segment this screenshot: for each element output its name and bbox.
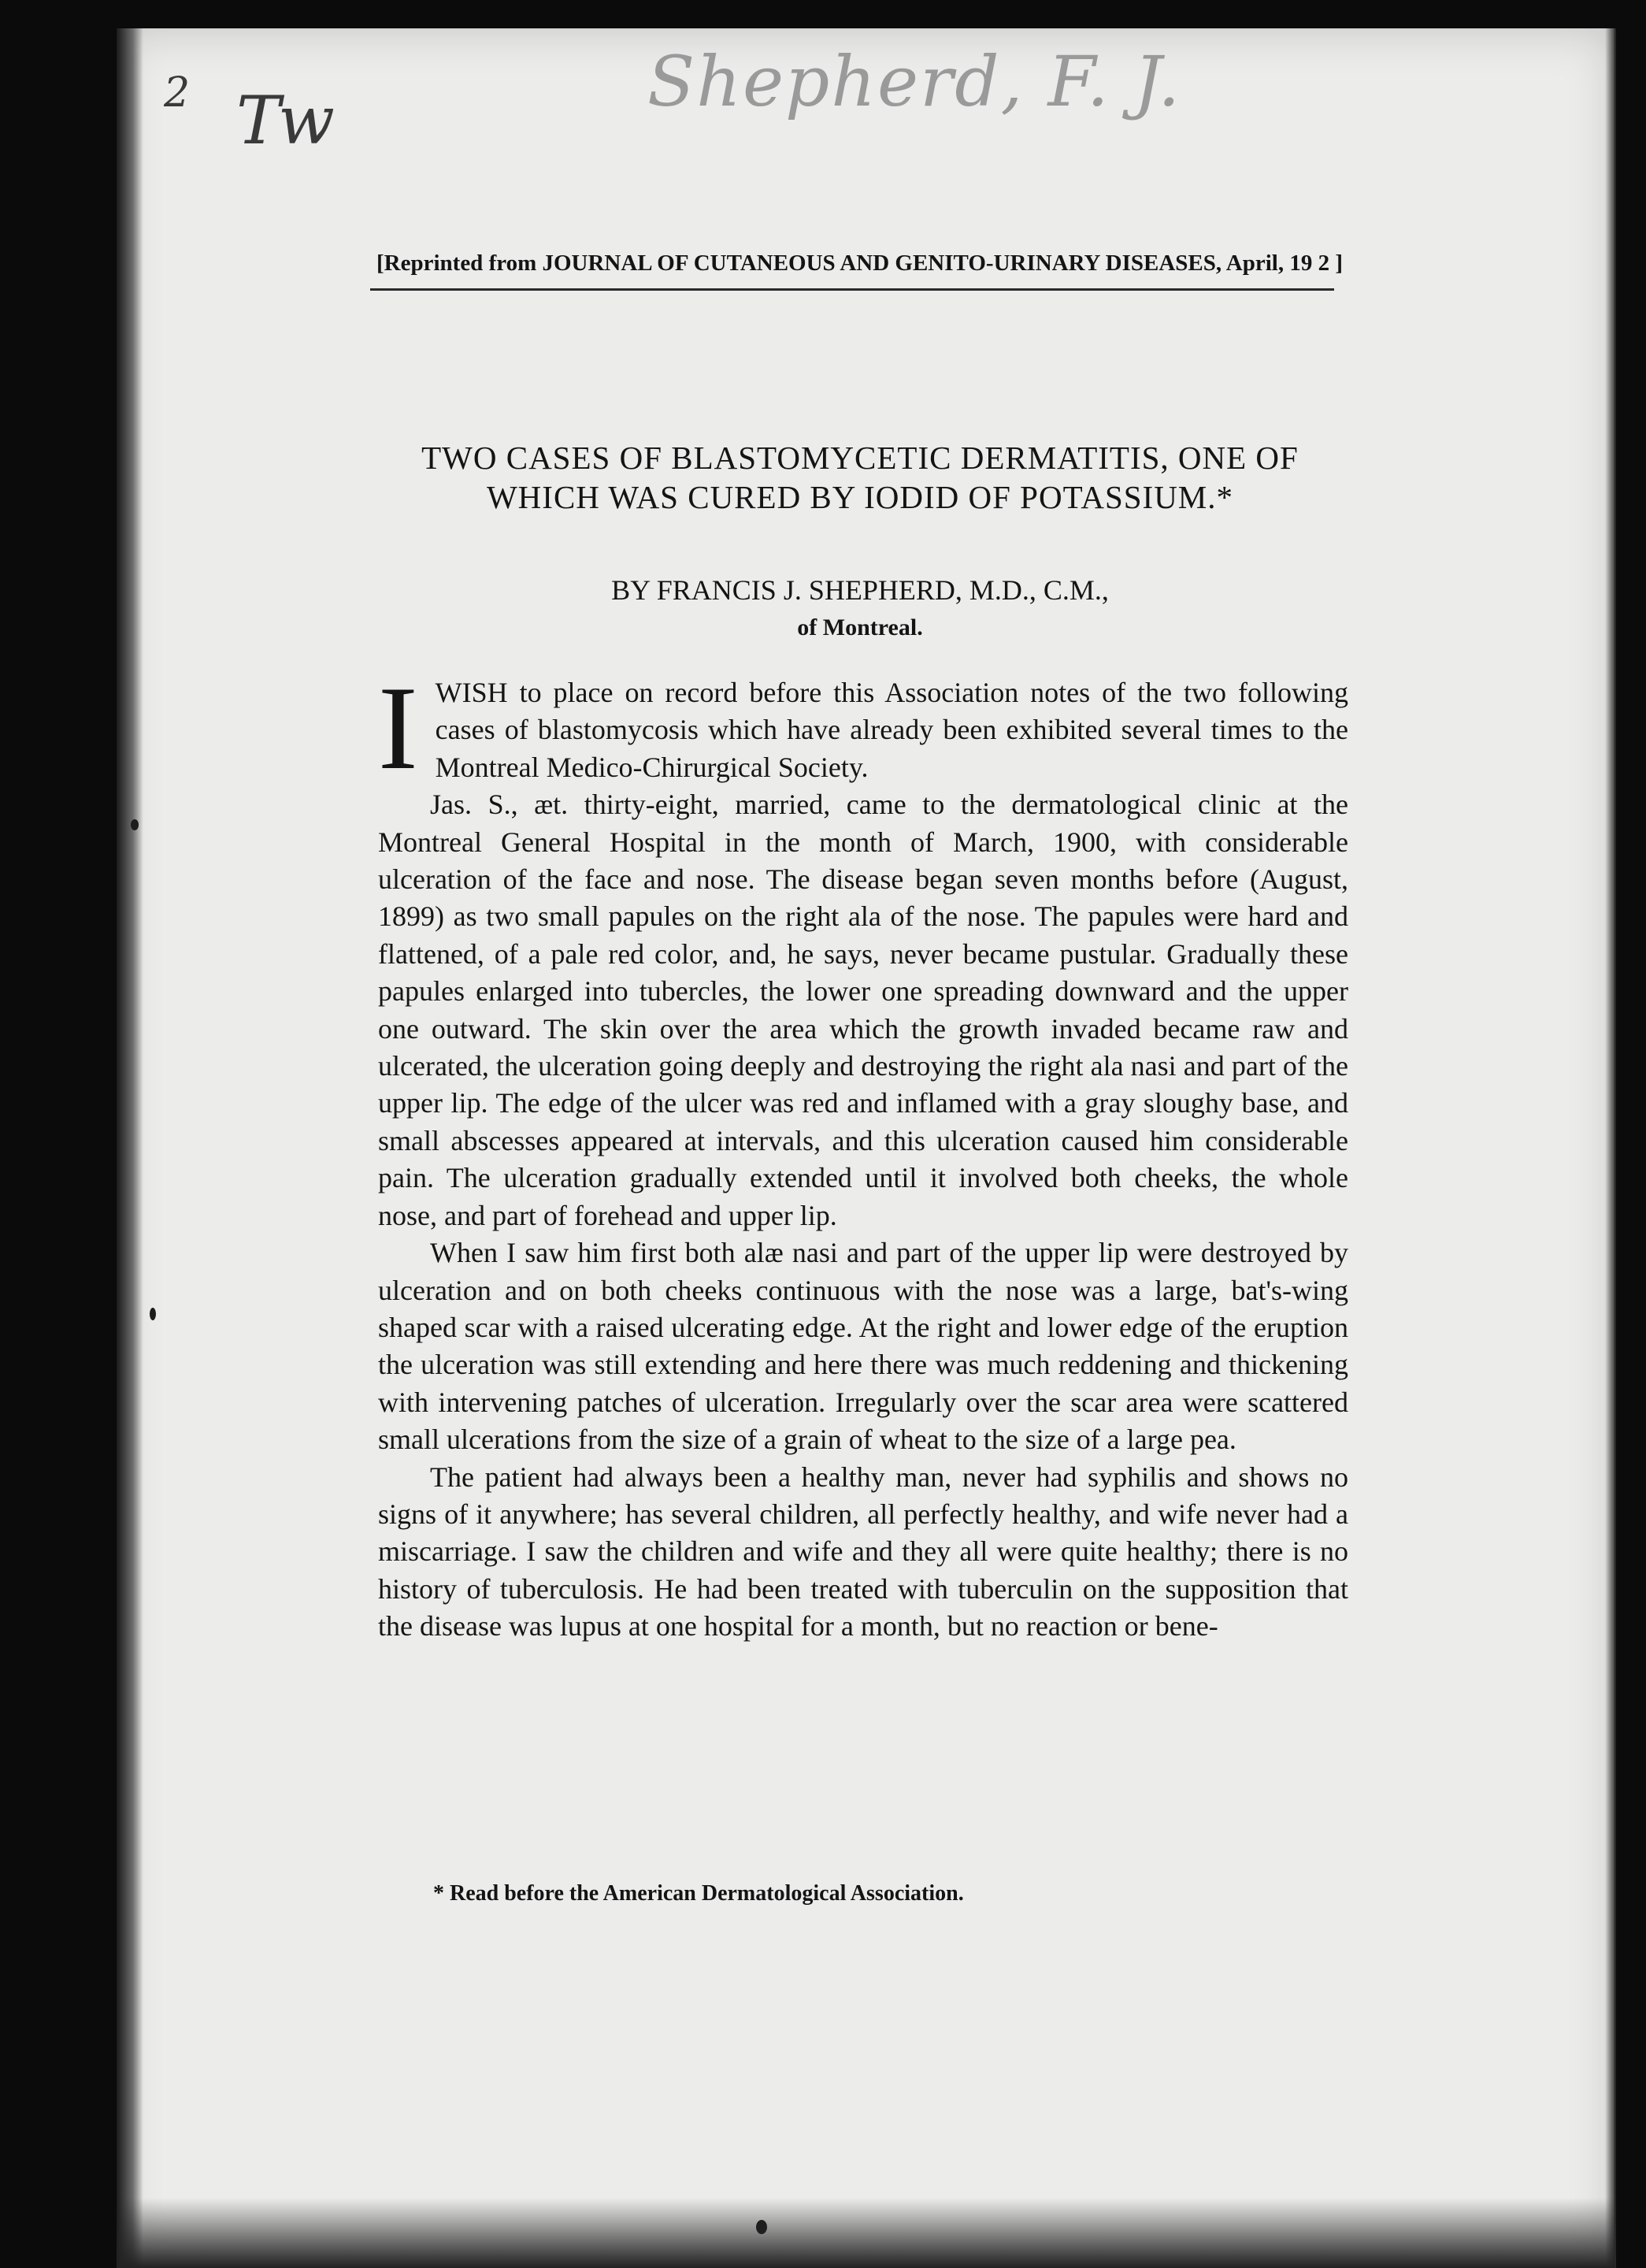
article-affiliation: of Montreal. xyxy=(797,614,923,640)
paragraph-intro-text: WISH to place on record before this Association notes of the two following cases of blastomycosis which have already been exhibited several times to the Montreal Medico-Chirurgical Society. xyxy=(435,677,1348,783)
reprint-header: [Reprinted from JOURNAL OF CUTANEOUS AND GENITO-URINARY DISEASES, April, 19 2 ] xyxy=(376,251,1344,276)
handwritten-initials: Tw xyxy=(236,82,335,159)
article-body xyxy=(378,662,1348,1646)
scan-speck xyxy=(150,1308,156,1320)
scan-speck xyxy=(131,819,139,830)
drop-cap: I xyxy=(378,662,418,794)
paragraph-patient-health: The patient had always been a healthy man, never had syphilis and shows no signs of it anywhere; has several children, all perfectly healthy, and wife never had a miscarriage. I saw the children and wife and they all were quite healthy; there is no history of tuberculosis. He had been treated with tuberculin on the supposition that the disease was lupus at one hospital for a month, but no reaction or bene- xyxy=(378,1461,1348,1643)
paragraph-examination: When I saw him first both alæ nasi and part of the upper lip were destroyed by ulceration and on both cheeks continuous with the nose was a large, bat's-wing shaped scar with a raised ulcerating edge. At the right and lower edge of the eruption the ulceration was still extending and here there was much reddening and thickening with intervening patches of ulceration. Irregularly over the scar area were scattered small ulcerations from the size of a grain of wheat to the size of a large pea. xyxy=(378,1237,1348,1456)
handwritten-author-name: Shepherd, F. J. xyxy=(647,41,1182,122)
page-right-edge xyxy=(1605,28,1616,2268)
handwritten-number: 2 xyxy=(164,69,191,117)
paragraph-case-history: Jas. S., æt. thirty-eight, married, came to the dermatological clinic at the Montreal General Hospital in the month of March, 1900, with considerable ulceration of the face and nose. The disease began seven months before (August, 1899) as two small papules on the right ala of the nose. The papules were hard and flattened, of a pale red color, and, he says, never became pustular. Gradually these papules enlarged into tubercles, the lower one spreading downward and the upper one outward. The skin over the area which the growth invaded became raw and ulcerated, the ulceration going deeply and destroying the right ala nasi and part of the upper lip. The edge of the ulcer was red and inflamed with a gray sloughy base, and small abscesses appeared at intervals, and this ulceration caused him considerable pain. The ulceration gradually extended until it involved both cheeks, the whole nose, and part of forehead and upper lip. xyxy=(378,789,1348,1231)
header-rule xyxy=(370,288,1334,291)
paragraph-intro xyxy=(378,662,1348,794)
page-left-edge xyxy=(117,28,143,2268)
footnote: * Read before the American Dermatological Association. xyxy=(433,1881,964,1906)
article-byline: BY FRANCIS J. SHEPHERD, M.D., C.M., xyxy=(611,574,1109,606)
article-title: TWO CASES OF BLASTOMYCETIC DERMATITIS, ONE OF WHICH WAS CURED BY IODID OF POTASSIUM.* xyxy=(421,440,1299,515)
page-bottom-shadow xyxy=(117,2198,1614,2268)
